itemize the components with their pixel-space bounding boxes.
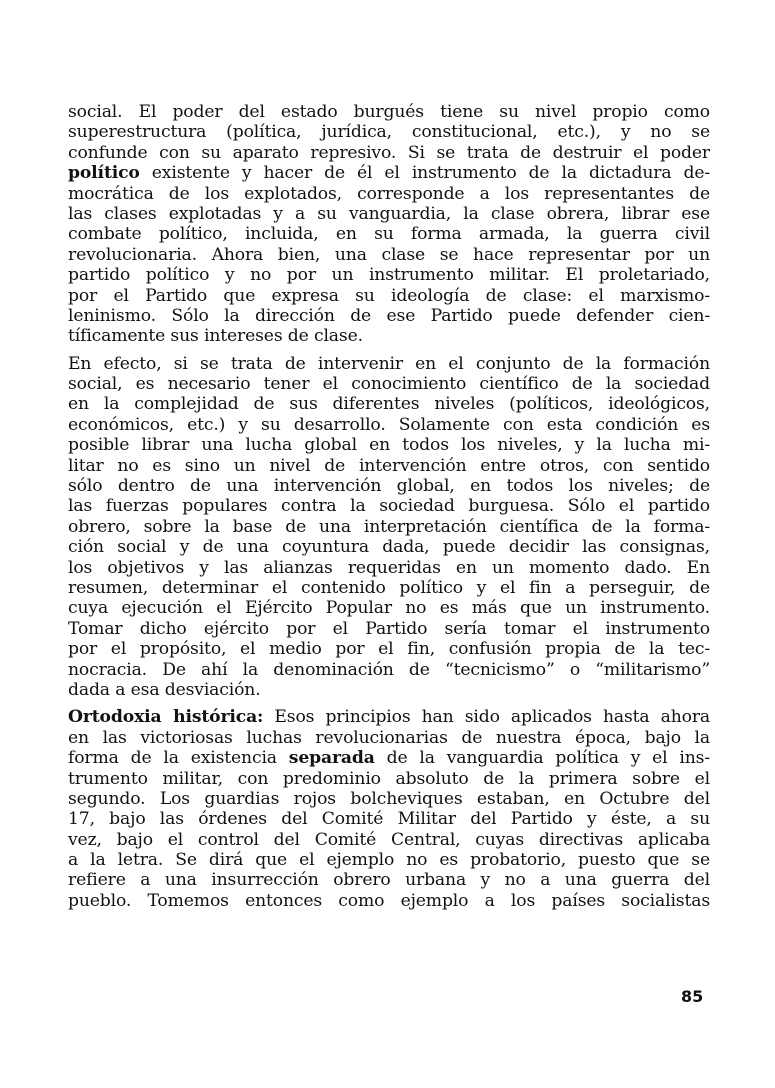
text-line: por el propósito, el medio por el fin, confusión propia de la tec- (68, 639, 710, 660)
text-line: partido político y no por un instrumento militar. El proletariado, (68, 265, 710, 286)
text-line: tíficamente sus intereses de clase. (68, 326, 363, 347)
text-line: Ortodoxia histórica: Esos principios han sido aplicados hasta ahora (68, 707, 710, 728)
paragraph-3 (68, 707, 710, 911)
text-line: en las victoriosas luchas revolucionarias de nuestra época, bajo la (68, 727, 710, 748)
text-line: segundo. Los guardias rojos bolcheviques estaban, en Octubre del (68, 788, 710, 809)
text-line: nocracia. De ahí la denominación de “tecnicismo” o “militarismo” (68, 659, 710, 680)
text-line: político existente y hacer de él el instrumento de la dictadura de- (68, 163, 710, 184)
text-line: resumen, determinar el contenido político y el fin a perseguir, de (68, 577, 710, 598)
text-line: trumento militar, con predominio absoluto de la primera sobre el (68, 768, 710, 789)
text-line: las fuerzas populares contra la sociedad burguesa. Sólo el partido (68, 496, 710, 517)
text-line: sólo dentro de una intervención global, en todos los niveles; de (68, 476, 710, 497)
text-line: cuya ejecución el Ejército Popular no es más que un instrumento. (68, 598, 710, 619)
text-line: Tomar dicho ejército por el Partido sería tomar el instrumento (68, 618, 710, 639)
text-line: social. El poder del estado burgués tiene su nivel propio como (68, 102, 710, 122)
text-line: las clases explotadas y a su vanguardia, la clase obrera, librar ese (68, 203, 710, 224)
text-line: económicos, etc.) y su desarrollo. Solamente con esta condición es (68, 414, 710, 435)
page-body (68, 102, 710, 918)
paragraph-2 (68, 354, 710, 701)
text-line: dada a esa desviación. (68, 679, 261, 700)
text-line: social, es necesario tener el conocimiento científico de la sociedad (68, 374, 710, 395)
text-line: litar no es sino un nivel de intervención entre otros, con sentido (68, 455, 710, 476)
text-line: pueblo. Tomemos entonces como ejemplo a los países socialistas (68, 890, 710, 911)
paragraph-1 (68, 102, 710, 347)
text-line: confunde con su aparato represivo. Si se trata de destruir el poder (68, 142, 710, 163)
bold-term: político (68, 163, 140, 184)
text-line: refiere a una insurrección obrero urbana y no a una guerra del (68, 870, 710, 891)
text-line: superestructura (política, jurídica, constitucional, etc.), y no se (68, 122, 710, 143)
text-line: En efecto, si se trata de intervenir en el conjunto de la formación (68, 353, 710, 374)
text-line: combate político, incluida, en su forma armada, la guerra civil (68, 224, 710, 245)
text-line: en la complejidad de sus diferentes niveles (políticos, ideológicos, (68, 394, 710, 415)
text-line: mocrática de los explotados, corresponde a los representantes de (68, 183, 710, 204)
text-line: 17, bajo las órdenes del Comité Militar del Partido y éste, a su (68, 809, 710, 830)
section-heading: Ortodoxia histórica: (68, 707, 264, 728)
page-number: 85 (681, 987, 704, 1006)
text-line: revolucionaria. Ahora bien, una clase se hace representar por un (68, 244, 710, 265)
text-line: a la letra. Se dirá que el ejemplo no es probatorio, puesto que se (68, 850, 710, 871)
text-line: posible librar una lucha global en todos los niveles, y la lucha mi- (68, 435, 710, 456)
bold-term: separada (288, 748, 375, 769)
text-line: vez, bajo el control del Comité Central, cuyas directivas aplicaba (68, 829, 710, 850)
text-line: forma de la existencia separada de la vanguardia política y el ins- (68, 748, 710, 769)
text-line: obrero, sobre la base de una interpretación científica de la forma- (68, 516, 710, 537)
text-line: leninismo. Sólo la dirección de ese Partido puede defender cien- (68, 305, 710, 326)
text-line: ción social y de una coyuntura dada, puede decidir las consignas, (68, 537, 710, 558)
text-line: por el Partido que expresa su ideología de clase: el marxismo- (68, 285, 710, 306)
text-line: los objetivos y las alianzas requeridas en un momento dado. En (68, 557, 710, 578)
